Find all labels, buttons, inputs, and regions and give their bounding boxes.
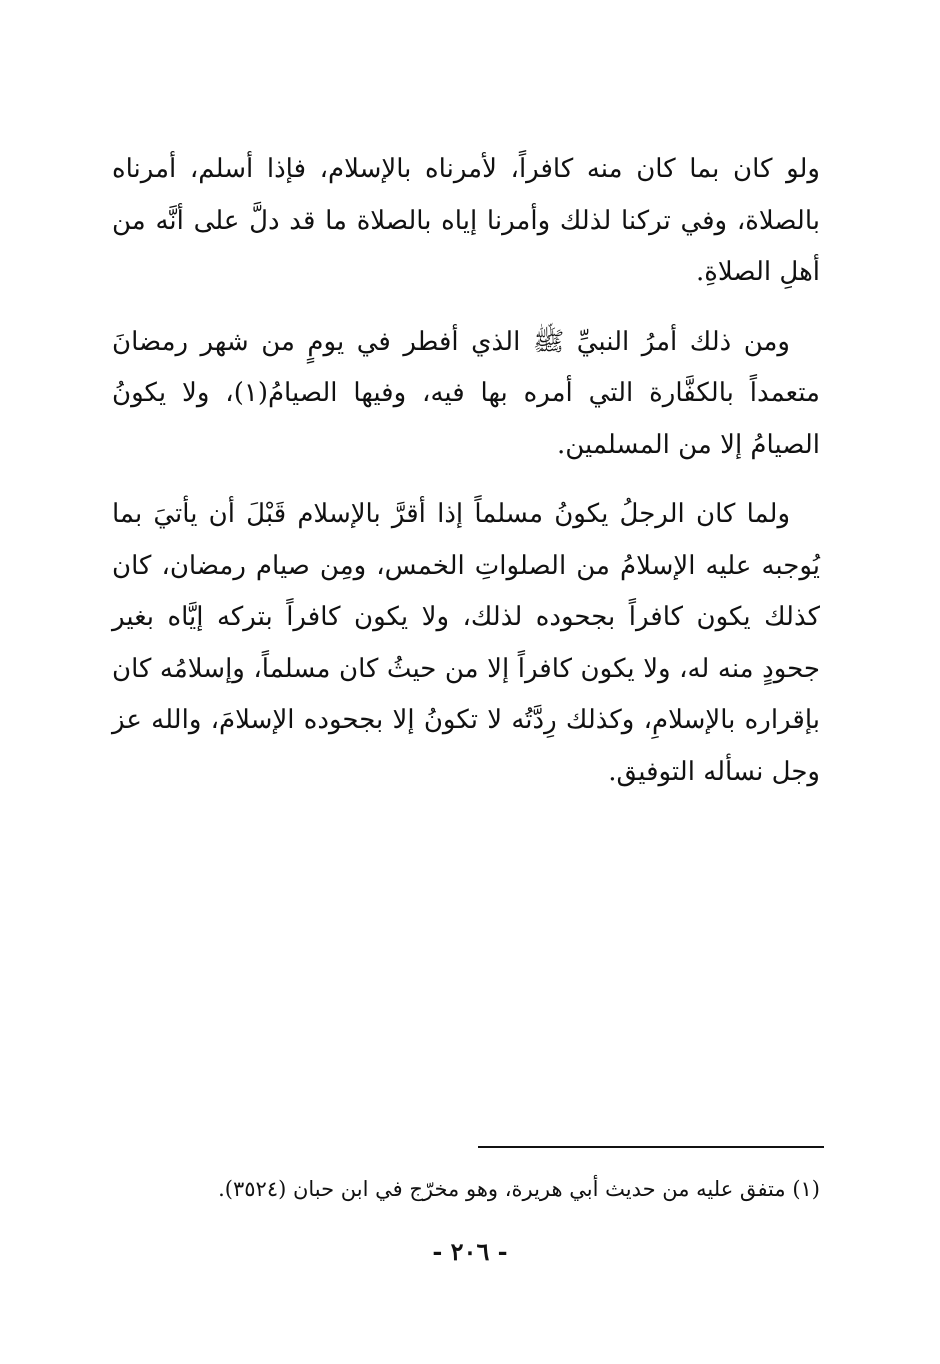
paragraph-2: ومن ذلك أمرُ النبيِّ ﷺ الذي أفطر في يومٍ من شهر رمضانَ متعمداً بالكفَّارة التي أمره بها فيه، وفيها الصيامُ(١)، ولا يكونُ الصيامُ إلا من المسلمين.	[112, 326, 820, 460]
page-number: - ٢٠٦ -	[432, 1237, 508, 1266]
main-text	[112, 144, 820, 816]
paragraph-3: ولما كان الرجلُ يكونُ مسلماً إذا أقرَّ بالإسلام قَبْلَ أن يأتيَ بما يُوجبه عليه الإسلامُ من الصلواتِ الخمس، ومِن صيام رمضان، كان كذلك يكون كافراً بجحوده لذلك، ولا يكون كافراً بتركه إيَّاه بغير جحودٍ منه له، ولا يكون كافراً إلا من حيثُ كان مسلماً، وإسلامُه كان بإقراره بالإسلامِ، وكذلك رِدَّتُه لا تكونُ إلا بجحوده الإسلامَ، والله عز وجل نسأله التوفيق.	[112, 499, 820, 787]
footnote: (١) متفق عليه من حديث أبي هريرة، وهو مخرّج في ابن حبان (٣٥٢٤).	[218, 1177, 820, 1201]
paragraph-1: ولو كان بما كان منه كافراً، لأمرناه بالإسلام، فإذا أسلم، أمرناه بالصلاة، وفي تركنا لذلك وأمرنا إياه بالصلاة ما قد دلَّ على أنَّه من أهلِ الصلاةِ.	[112, 154, 820, 287]
footnote-divider	[478, 1146, 824, 1148]
